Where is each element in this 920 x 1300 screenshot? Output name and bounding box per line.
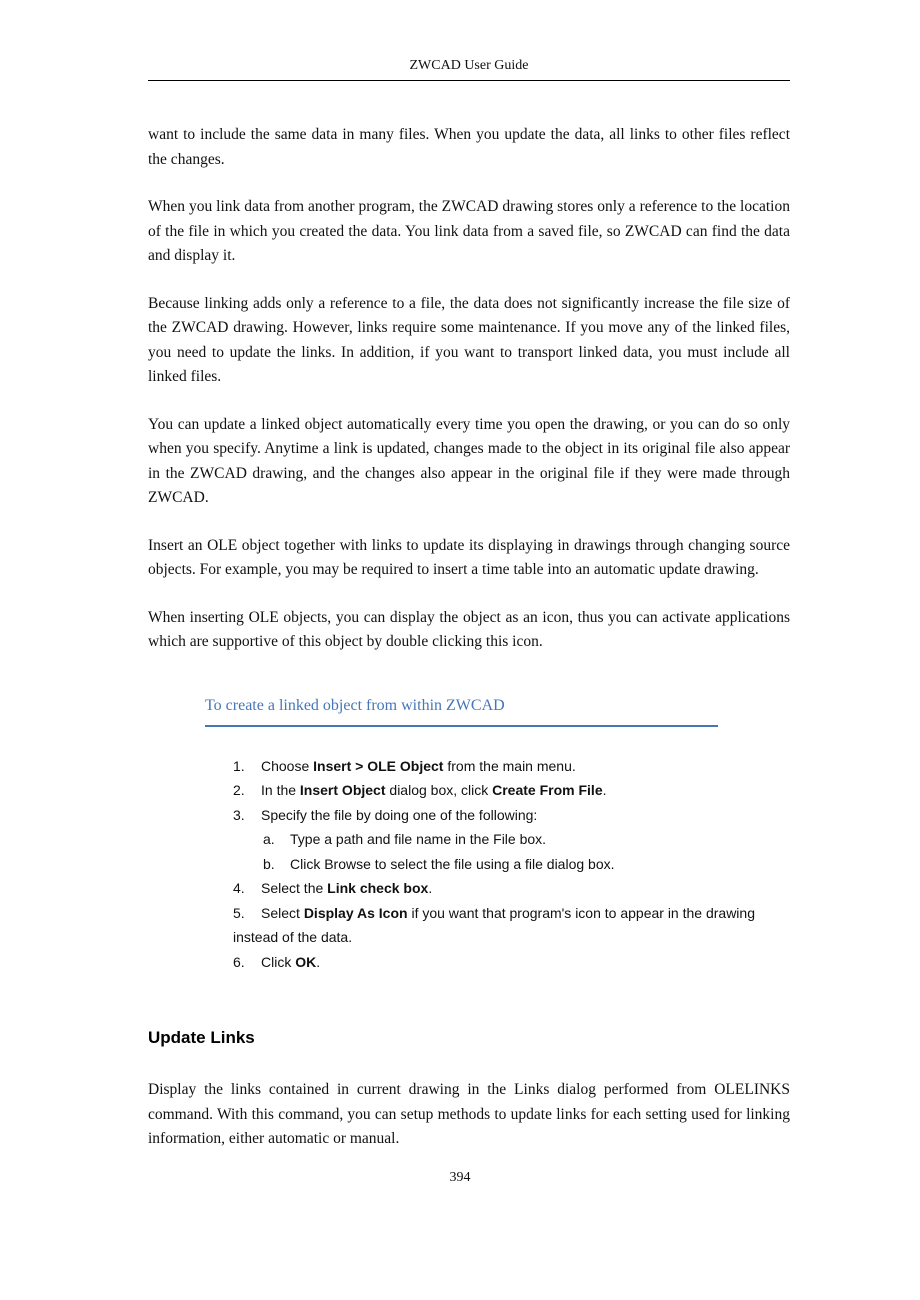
list-item — [233, 876, 790, 901]
list-item-text: . — [428, 880, 433, 896]
list-item — [233, 950, 790, 975]
list-item-text: . — [316, 953, 321, 970]
page-content — [148, 123, 790, 1152]
heading-rule — [205, 725, 718, 727]
list-item-text: Specify the file by doing one of the following: — [261, 806, 538, 823]
section-create-linked-object — [148, 695, 790, 975]
list-item-text: Click — [261, 953, 296, 970]
list-item-marker: 4. — [233, 880, 245, 896]
list-item — [263, 852, 790, 877]
list-item — [233, 778, 790, 803]
list-item-text: Choose — [261, 757, 314, 774]
list-item-marker: 2. — [233, 782, 245, 798]
body-paragraphs — [148, 123, 790, 655]
paragraph: When inserting OLE objects, you can display the object as an icon, thus you can activate applications which are supportive of this object by double clicking this icon. — [148, 608, 790, 650]
list-item-marker: 1. — [233, 757, 245, 774]
section-heading-update-links: Update Links — [148, 1028, 255, 1047]
list-item-text: Create From File — [492, 782, 603, 798]
list-item-text: Display As Icon — [303, 904, 408, 921]
list-item-text: if you want that program's icon to appear in the drawing instead of the data. — [233, 904, 755, 945]
list-item-text: Link check box — [327, 880, 429, 896]
list-item-text: Select — [261, 904, 304, 921]
paragraph: want to include the same data in many files. When you update the data, all links to other files reflect the changes. — [148, 126, 790, 168]
list-item-text: In the — [261, 782, 300, 798]
paragraph: You can update a linked object automatically every time you open the drawing, or you can do so only when you specify. Anytime a link is updated, changes made to the object in its original file also appear in the ZWCAD drawing, and the changes also appear in the original file if they were made through ZWCAD. — [148, 415, 790, 506]
list-item-text: Insert > OLE Object — [313, 757, 444, 774]
list-item-text: from the main menu. — [443, 757, 576, 774]
list-item-marker: 5. — [233, 904, 245, 921]
list-item-marker: b. — [263, 855, 275, 872]
paragraph: When you link data from another program, the ZWCAD drawing stores only a reference to the location of the file in which you created the data. You link data from a saved file, so ZWCAD can find the data and display it. — [148, 198, 790, 264]
list-item-marker: 6. — [233, 953, 245, 970]
list-item — [263, 827, 790, 852]
page-footer — [0, 1168, 920, 1186]
paragraph: Insert an OLE object together with links to update its displaying in drawings through changing source objects. For example, you may be required to insert a time table into an automatic update drawing. — [148, 536, 790, 578]
paragraph: Because linking adds only a reference to a file, the data does not significantly increase the file size of the ZWCAD drawing. However, links require some maintenance. If you move any of the linked files, you need to update the links. In addition, if you want to transport linked data, you must include all linked files. — [148, 294, 790, 385]
subsection-heading-create-linked-object: To create a linked object from within ZWCAD — [205, 696, 505, 714]
page-number: 394 — [449, 1170, 471, 1185]
page-header — [148, 0, 790, 81]
list-item-marker: 3. — [233, 806, 245, 823]
list-item — [233, 901, 790, 950]
list-item-text: OK — [295, 953, 317, 970]
list-item — [233, 754, 790, 779]
list-item-text: Type a path and file name in the File box. — [290, 831, 547, 847]
steps-list — [148, 754, 790, 975]
list-item-text: . — [602, 782, 607, 798]
header-title: ZWCAD User Guide — [409, 58, 529, 73]
list-item-text: Insert Object — [299, 782, 386, 798]
list-item-text: dialog box, click — [385, 782, 493, 798]
list-item-text: Click Browse to select the file using a file dialog box. — [290, 855, 615, 872]
paragraph: Display the links contained in current drawing in the Links dialog performed from OLELINKS command. With this command, you can setup methods to update links for each setting used for linking information, either automatic or manual. — [148, 1081, 790, 1147]
list-item-marker: a. — [263, 831, 275, 847]
section-update-links — [148, 1026, 790, 1152]
list-item-text: Select the — [261, 880, 328, 896]
list-item — [233, 803, 790, 828]
